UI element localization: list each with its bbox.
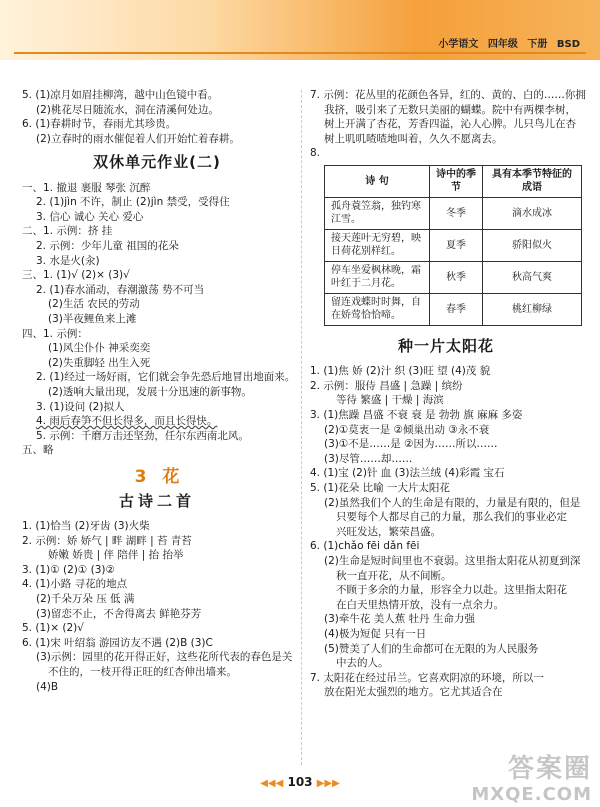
answer-line: 2. 示例：少年儿童 祖国的花朵: [36, 240, 179, 252]
answer-line: 兴旺发达，繁荣昌盛。: [336, 525, 441, 538]
answer-line: 不顾于多余的力量，形容全力以赴。这里指太阳花: [336, 584, 567, 597]
answer-line: (2)立春时的雨水催促着人们开始忙着春耕。: [36, 132, 240, 145]
section-title: 双休单元作业(二): [93, 153, 221, 172]
answer-line: 6. (1)宋 叶绍翁 游园访友不遇 (2)B (3)C: [22, 636, 213, 649]
subject-label: 小学语文: [438, 39, 479, 50]
answer-line: 7. 示例：花丛里的花颜色各异，红的、黄的、白的……你拥: [310, 89, 586, 101]
edition-label: BSD: [556, 39, 580, 50]
answer-line: 五、略: [22, 444, 54, 457]
chapter-number: 3: [134, 466, 147, 487]
answer-line: 2. (1)jìn 不许，制止 (2)jìn 禁受，受得住: [36, 196, 230, 209]
answer-line: 4. (1)宝 (2)针 血 (3)法兰绒 (4)彩霞 宝石: [310, 467, 505, 480]
answer-line: 只要每个人都尽自己的力量，那么我们的事业必定: [336, 511, 567, 524]
answer-line: (3)尽管……却……: [324, 452, 413, 465]
page-number: 103: [287, 775, 313, 789]
chapter-heading: [22, 466, 292, 489]
idiom-cell: 秋高气爽: [483, 261, 582, 293]
item-label: 8.: [310, 147, 321, 160]
watermark-url: MXQE.COM: [471, 784, 592, 806]
answer-line: (2)千朵万朵 压 低 满: [36, 593, 135, 606]
table-header: 诗中的季节: [430, 165, 483, 197]
column-divider: [301, 90, 302, 765]
answer-line: 6. (1)春耕时节，春雨尤其珍贵。: [22, 118, 177, 131]
answer-line: (3)留恋不止，不舍得离去 鲜艳芬芳: [36, 607, 202, 620]
answer-line: (5)赞美了人们的生命都可在无限的为人民服务: [324, 642, 539, 655]
answer-line: 树上叽叽喳喳地叫着，久久不愿离去。: [324, 132, 503, 145]
answer-line: (4)B: [36, 680, 59, 693]
answer-line: (4)极为短促 只有一日: [324, 627, 427, 640]
table-row: [325, 261, 582, 293]
idiom-cell: 骄阳似火: [483, 229, 582, 261]
grade-label: 四年级: [487, 39, 518, 50]
answer-line: 7. 太阳花在经过吊兰。它喜欢阴凉的环境，所以一: [310, 671, 544, 684]
header-rule: [14, 52, 586, 54]
answer-line: (1)风尘仆仆 神采奕奕: [48, 342, 151, 355]
answer-line: 2. 示例：娇 娇气 | 畔 湖畔 | 苔 青苔: [22, 534, 192, 547]
answer-line: 5. (1)× (2)√: [22, 622, 84, 635]
season-cell: 夏季: [430, 229, 483, 261]
answer-line: 5. (1)花朵 比喻 一大片太阳花: [310, 481, 450, 494]
answer-line: (3)①不是……是 ②因为……所以……: [324, 438, 498, 451]
answer-line: 6. (1)chǎo fēi dǎn fēi: [310, 540, 420, 553]
answer-line: 1. (1)焦 娇 (2)汁 织 (3)旺 望 (4)茂 貌: [310, 365, 491, 378]
answer-line: 4. (1)小路 寻花的地点: [22, 578, 128, 591]
answer-line: 3. 信心 诚心 关心 爱心: [36, 210, 144, 223]
answer-line: 我挤，吸引来了无数只美丽的蝴蝶。院中有两棵李树，: [324, 103, 576, 116]
right-column: [310, 88, 586, 700]
answer-line: (2)透响大量出现，发展十分迅速的新事物。: [48, 385, 252, 398]
answer-line: 二、1. 示例：挤 挂: [22, 225, 113, 238]
answer-line: (2)虽然我们个人的生命是有限的，力量是有限的，但是: [324, 496, 581, 509]
answer-line: 树上开满了杏花，芳香四溢，沁人心脾。儿只鸟儿在杏: [324, 118, 576, 131]
left-column: [22, 88, 296, 694]
poem-season-table: [324, 165, 582, 326]
answer-line: (3)半夜鲤鱼来上滩: [48, 312, 137, 325]
answer-line: 四、1. 示例：: [22, 327, 88, 340]
left-arrows-icon: ◀◀◀: [260, 778, 284, 789]
season-cell: 春季: [430, 293, 483, 325]
answer-line: 秋一直开花，从不间断。: [336, 569, 452, 582]
answer-line: (2)失重脚轻 出生入死: [48, 356, 151, 369]
answer-line: (2)①莫衷一是 ②倾巢出动 ③永不衰: [324, 423, 490, 436]
table-row: [325, 229, 582, 261]
answer-line: (2)桃花尽日随流水，洞在清溪何处边。: [36, 103, 219, 116]
answer-line: (3)牵牛花 美人蕉 牡丹 生命力强: [324, 613, 475, 626]
answer-line: 1. (1)恰当 (2)牙齿 (3)火柴: [22, 520, 150, 533]
answer-line: 在白天里热情开放，没有一点余力。: [336, 598, 504, 611]
table-row: [325, 197, 582, 229]
idiom-cell: 滴水成冰: [483, 197, 582, 229]
section-title: 古诗二首: [118, 491, 195, 510]
idiom-cell: 桃红柳绿: [483, 293, 582, 325]
answer-line: 放在阳光太强烈的地方。它尤其适合在: [324, 686, 503, 699]
answer-line: (2)生命是短时间里也不衰弱。这里指太阳花从初夏到深: [324, 554, 581, 567]
answer-line: 5. (1)凉月如眉挂柳湾，越中山色镜中看。: [22, 89, 219, 101]
answer-line: 2. (1)春水涌动，春潮激荡 势不可当: [36, 283, 205, 296]
answer-line: 一、1. 撤退 裹服 琴张 沉醉: [22, 181, 151, 194]
watermark-logo: [442, 752, 592, 806]
season-cell: 秋季: [430, 261, 483, 293]
table-header: 诗 句: [325, 165, 430, 197]
table-header: 具有本季节特征的成语: [483, 165, 582, 197]
answer-line: 中去的人。: [336, 657, 389, 670]
term-label: 下册: [527, 39, 548, 50]
answer-line: (3)示例：园里的花开得正好，这些花所代表的春色是关: [36, 651, 293, 664]
answer-line: 3. (1)① (2)① (3)②: [22, 563, 115, 576]
answer-line: 4. 雨后春笋不但长得多，而且长得快。: [36, 415, 218, 428]
answer-line: 娇嫩 娇贵 | 伴 陪伴 | 抬 抬举: [48, 549, 184, 562]
answer-line: 不住的，一枝开得正旺的红杏伸出墙来。: [48, 666, 237, 679]
answer-line: (2)生活 农民的劳动: [48, 298, 140, 311]
answer-line: 3. 水是火(汆): [36, 254, 100, 267]
watermark-text: 答案圈: [507, 754, 592, 784]
answer-line: 2. 示例：服侍 昌盛 | 急躁 | 缤纷: [310, 379, 463, 392]
book-info: [432, 38, 580, 52]
verse-cell: 留连戏蝶时时舞，自在娇莺恰恰啼。: [325, 293, 430, 325]
table-row: [325, 293, 582, 325]
answer-line: 3. (1)焦躁 昌盛 不衰 衰 是 勃勃 旗 麻麻 多姿: [310, 409, 523, 421]
right-arrows-icon: ▶▶▶: [316, 778, 340, 789]
chapter-title: 花: [162, 466, 180, 487]
table-header-row: [325, 165, 582, 197]
verse-cell: 接天莲叶无穷碧，映日荷花别样红。: [325, 229, 430, 261]
answer-line: 2. (1)经过一场好雨，它们就会争先恐后地冒出地面来。: [36, 371, 296, 384]
season-cell: 冬季: [430, 197, 483, 229]
section-title: 种一片太阳花: [397, 336, 494, 355]
answer-line: 5. 示例：千磨万击还坚劲，任尔东西南北风。: [36, 429, 249, 442]
answer-line: 等待 繁盛 | 干燥 | 海滨: [336, 394, 444, 407]
answer-line: 3. (1)设问 (2)拟人: [36, 400, 125, 413]
verse-cell: 停车坐爱枫林晚，霜叶红于二月花。: [325, 261, 430, 293]
answer-line: 三、1. (1)√ (2)× (3)√: [22, 269, 130, 282]
verse-cell: 孤舟蓑笠翁，独钓寒江雪。: [325, 197, 430, 229]
